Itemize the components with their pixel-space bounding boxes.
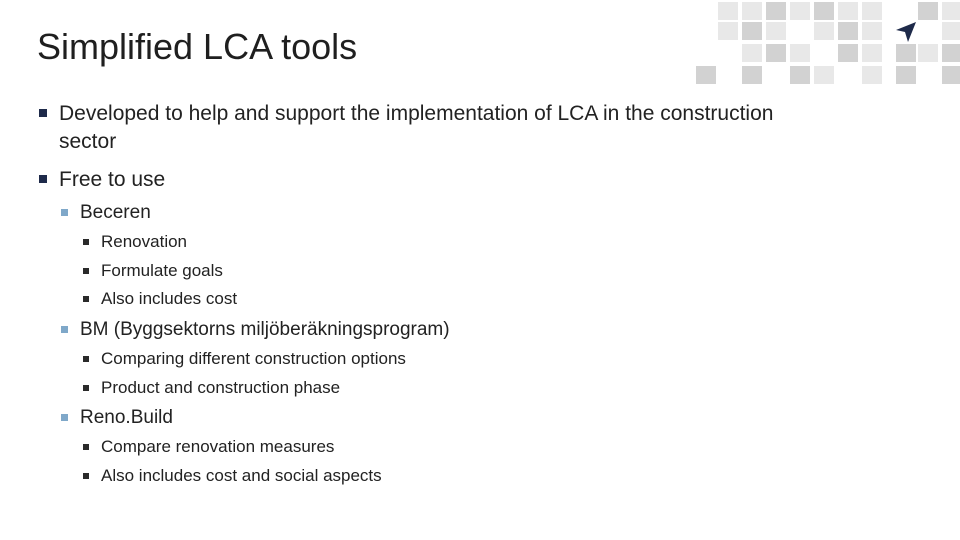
tool-name: Beceren bbox=[80, 202, 151, 223]
tool-point: Renovation bbox=[101, 232, 188, 251]
sub-bullet-marker bbox=[61, 414, 68, 421]
bullet-text: Free to use bbox=[59, 168, 166, 191]
arrow-logo-icon bbox=[894, 20, 918, 44]
bullet-text-continued: sector bbox=[59, 130, 117, 153]
tool-point: Compare renovation measures bbox=[101, 437, 335, 456]
tool-point: Comparing different construction options bbox=[101, 349, 406, 368]
tool-name: BM (Byggsektorns miljöberäkningsprogram) bbox=[80, 319, 450, 340]
bullet-marker bbox=[39, 109, 47, 117]
bullet-text: Developed to help and support the implementation of LCA in the construction bbox=[59, 102, 774, 125]
sub-sub-bullet-marker bbox=[83, 473, 89, 479]
sub-sub-bullet-marker bbox=[83, 268, 89, 274]
sub-sub-bullet-marker bbox=[83, 385, 89, 391]
tool-point: Also includes cost bbox=[101, 289, 238, 308]
tool-name: Reno.Build bbox=[80, 407, 173, 428]
slide-title: Simplified LCA tools bbox=[37, 26, 358, 67]
sub-bullet-marker bbox=[61, 326, 68, 333]
sub-bullet-marker bbox=[61, 209, 68, 216]
tool-point: Formulate goals bbox=[101, 261, 223, 280]
sub-sub-bullet-marker bbox=[83, 296, 89, 302]
sub-sub-bullet-marker bbox=[83, 444, 89, 450]
bullet-marker bbox=[39, 175, 47, 183]
sub-sub-bullet-marker bbox=[83, 239, 89, 245]
tool-point: Also includes cost and social aspects bbox=[101, 466, 382, 485]
tool-point: Product and construction phase bbox=[101, 378, 341, 397]
sub-sub-bullet-marker bbox=[83, 356, 89, 362]
